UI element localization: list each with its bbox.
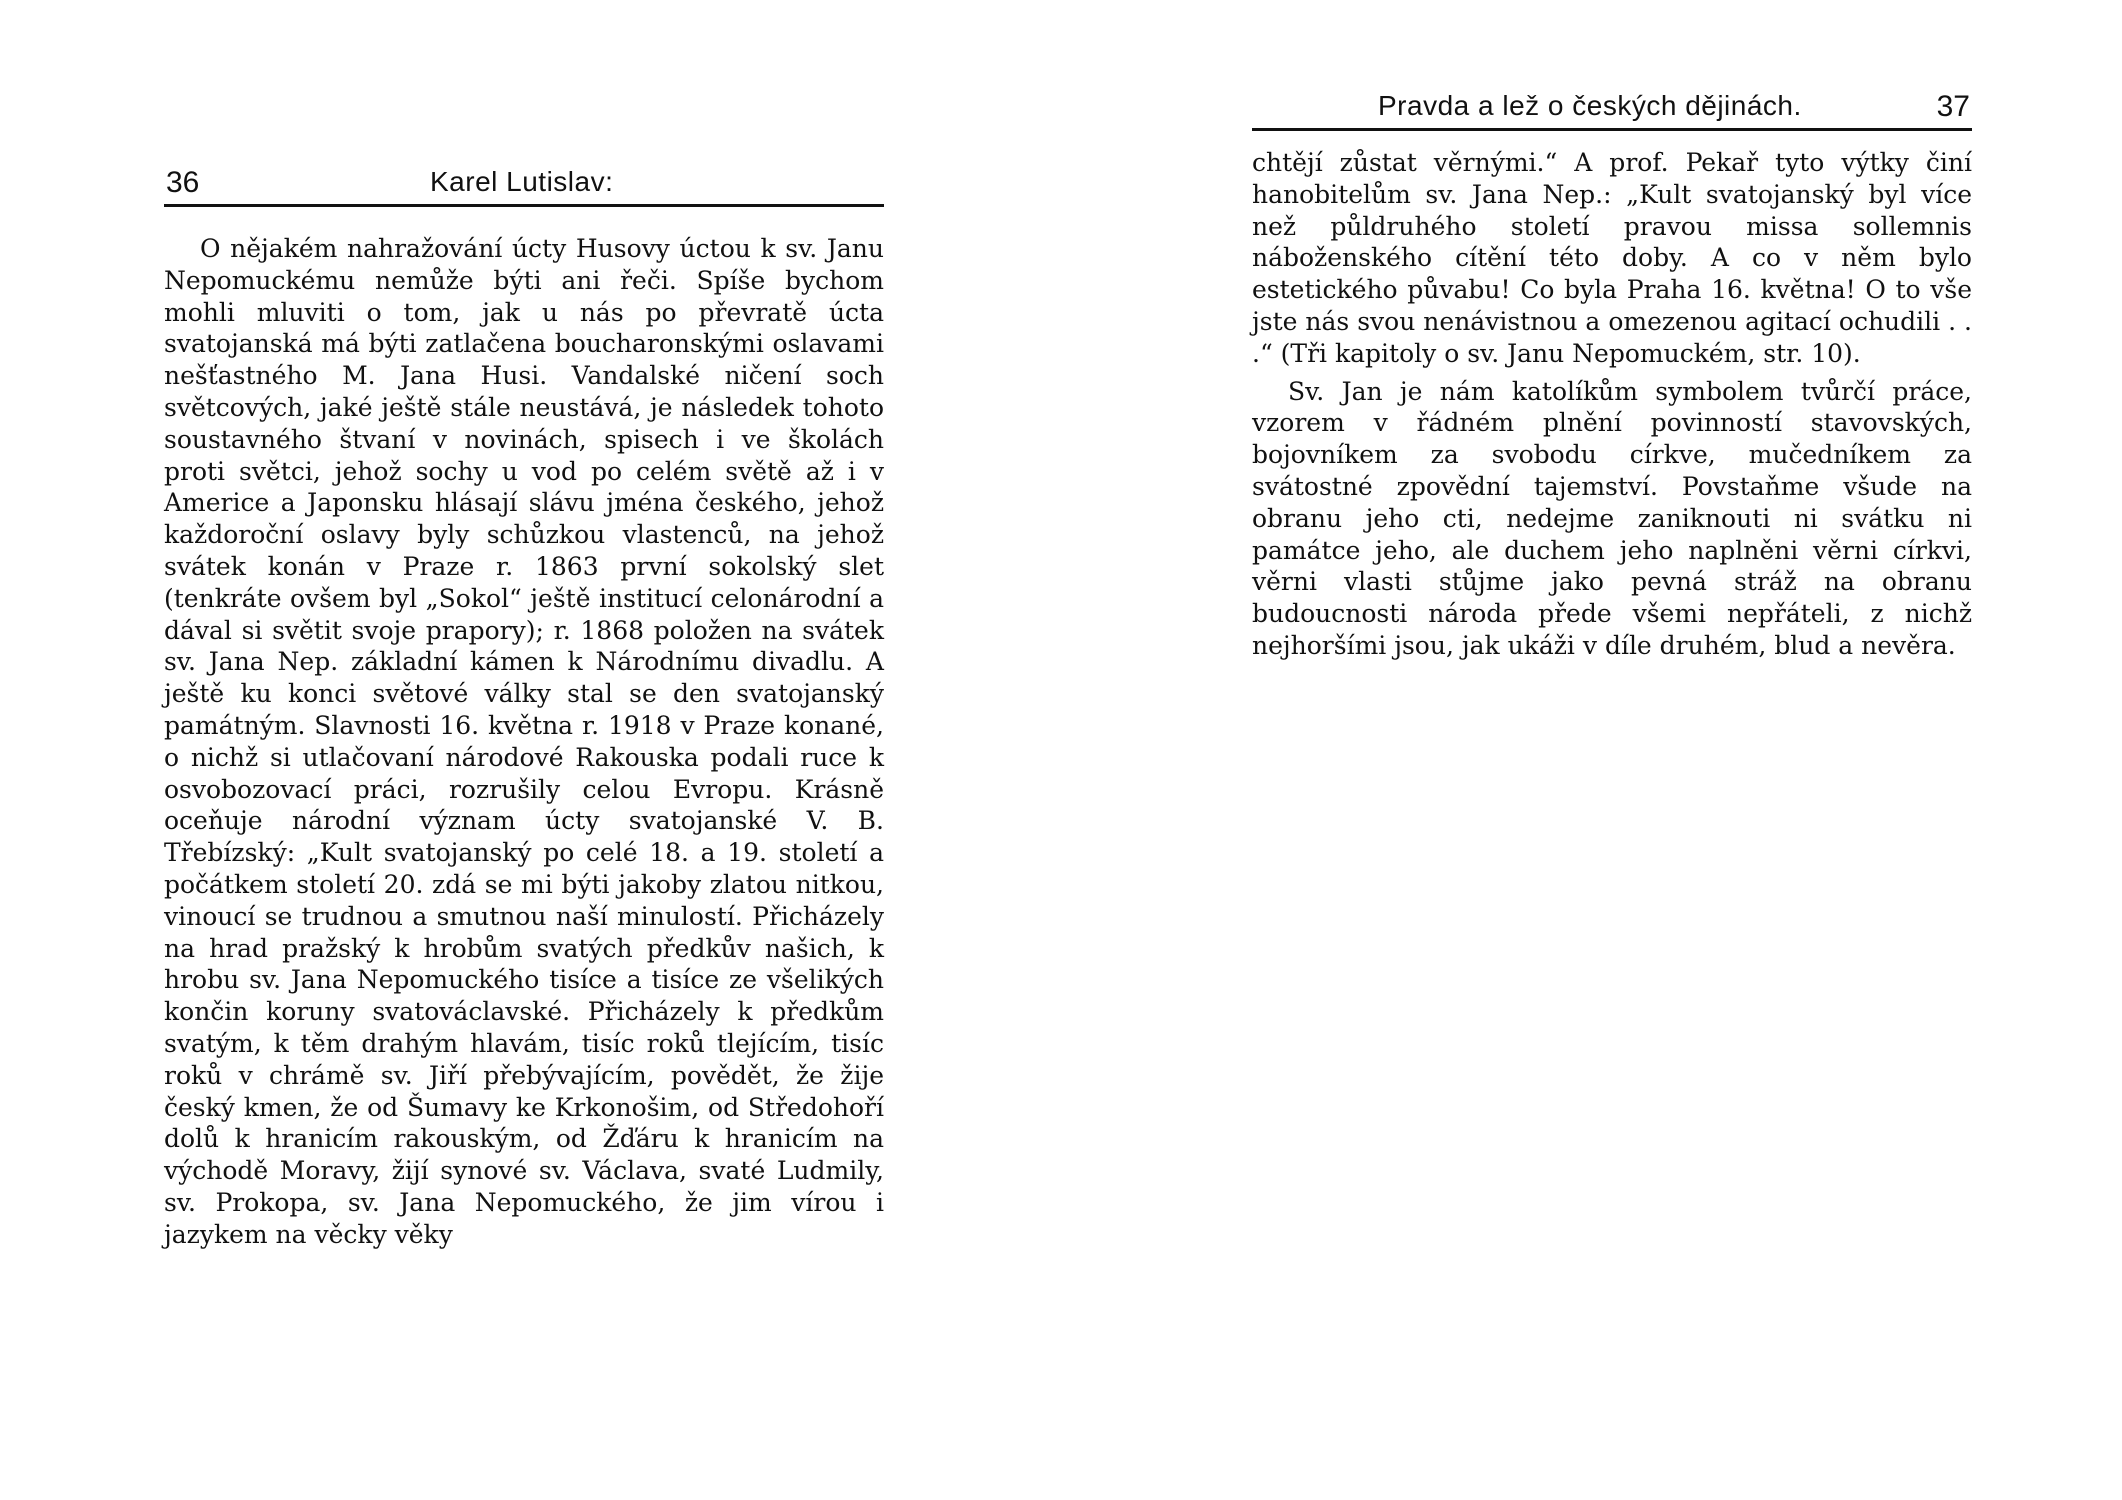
paragraph: chtějí zůstat věrnými.“ A prof. Pekař tyto výtky činí hanobitelům sv. Jana Nep.: „Kult svatojanský byl více než půldruhého století pravou missa sollemnis náboženského cítění této doby. A co v něm bylo estetického půvabu! Co byla Praha 16. května! O to vše jste nás svou nenávistnou a omezenou agitací ochudili . . .“ (Tři kapitoly o sv. Janu Nepomuckém, str. 10). — [1252, 148, 1972, 368]
paragraph: O nějakém nahražování úcty Husovy úctou k sv. Janu Nepomuckému nemůže býti ani řeči. Spíše bychom mohli mluviti o tom, jak u nás po převratě úcta svatojanská má býti zatlačena boucharonskými oslavami nešťastného M. Jana Husi. Vandalské ničení soch světcových, jaké ještě stále neustává, je následek tohoto soustavného štvaní v novinách, spisech i ve školách proti světci, jehož sochy u vod po celém světě až i v Americe a Japonsku hlásají slávu jména českého, jehož každoroční oslavy byly schůzkou vlastenců, na jehož svátek konán v Praze r. 1863 první sokolský slet (tenkráte ovšem byl „Sokol“ ještě institucí celonárodní a dával si světit svoje prapory); r. 1868 položen na svátek sv. Jana Nep. základní kámen k Národnímu divadlu. A ještě ku konci světové války stal se den svatojanský památným. Slavnosti 16. května r. 1918 v Praze konané, o nichž si utlačovaní národové Rakouska podali ruce k osvobozovací práci, rozrušily celou Evropu. Krásně oceňuje národní význam úcty svatojanské V. B. Třebízský: „Kult svatojanský po celé 18. a 19. století a počátkem století 20. zdá se mi býti jakoby zlatou nitkou, vinoucí se trudnou a smutnou naší minulostí. Přicházely na hrad pražský k hrobům svatých předkův našich, k hrobu sv. Jana Nepomuckého tisíce a tisíce ze všelikých končin koruny svatováclavské. Přicházely k předkům svatým, k těm drahým hlavám, tisíc roků tlejícím, tisíc roků v chrámě sv. Jiří přebývajícím, povědět, že žije český kmen, že od Šumavy ke Krkonošim, od Středohoří dolů k hranicím rakouským, od Žďáru k hranicím na východě Moravy, žijí synové sv. Václava, svaté Ludmily, sv. Prokopa, sv. Jana Nepomuckého, že jim vírou i jazykem na věcky věky — [164, 234, 884, 1249]
left-page-body — [164, 233, 884, 1251]
running-head: Pravda a lež o českých dějinách. — [1378, 90, 1802, 121]
left-page — [164, 0, 884, 1251]
running-head: Karel Lutislav: — [430, 166, 614, 197]
right-page-header — [1252, 82, 1972, 131]
right-page-body — [1252, 147, 1972, 662]
page-number: 36 — [166, 166, 200, 199]
page-number: 37 — [1936, 90, 1970, 123]
left-page-header — [164, 158, 884, 207]
right-page — [1252, 0, 1972, 662]
paragraph: Sv. Jan je nám katolíkům symbolem tvůrčí práce, vzorem v řádném plnění povinností stavovských, bojovníkem za svobodu církve, mučedníkem za svátostné zpovědní tajemství. Povstaňme všude na obranu jeho cti, nedejme zaniknouti ni svátku ni památce jeho, ale duchem jeho naplněni věrni církvi, věrni vlasti stůjme jako pevná stráž na obranu budoucnosti národa přede všemi nepřáteli, z nichž nejhoršími jsou, jak ukáži v díle druhém, blud a nevěra. — [1252, 376, 1972, 660]
